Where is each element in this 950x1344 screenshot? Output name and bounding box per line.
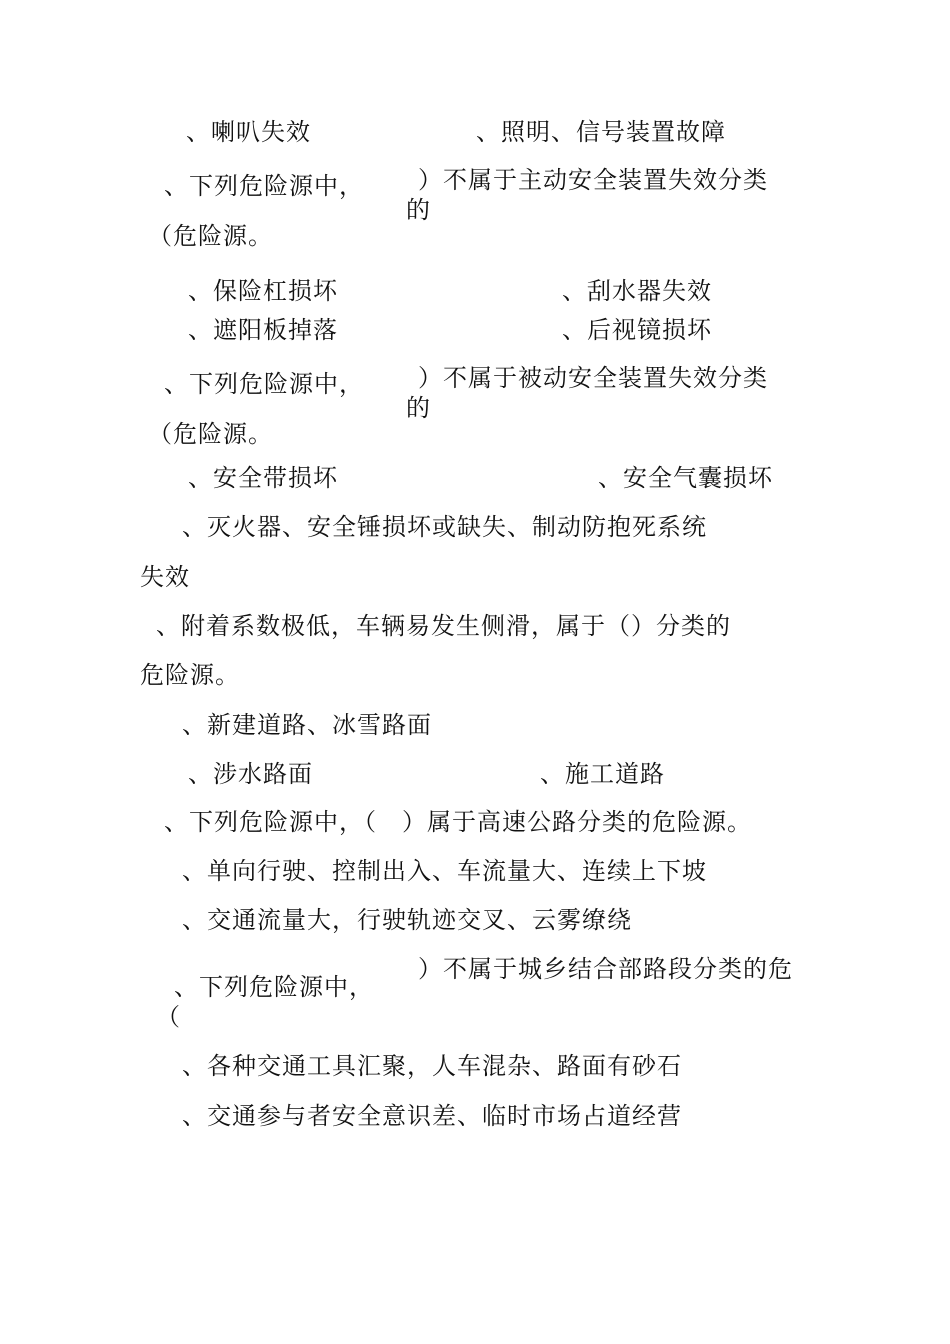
option-sun-visor: 、遮阳板掉落 xyxy=(188,316,338,344)
option-seatbelt-damage: 、安全带损坏 xyxy=(188,464,338,492)
option-new-road-ice: 、新建道路、冰雪路面 xyxy=(182,711,432,739)
question-passive-safety-de: 的 xyxy=(406,394,431,422)
option-mixed-traffic-gravel: 、各种交通工具汇聚，人车混杂、路面有砂石 xyxy=(182,1052,682,1080)
question-highway: 、下列危险源中，（ ）属于高速公路分类的危险源。 xyxy=(164,808,752,836)
question-passive-safety-start: 、下列危险源中， xyxy=(164,370,364,398)
option-one-way-controlled: 、单向行驶、控制出入、车流量大、连续上下坡 xyxy=(182,857,707,885)
option-bumper-damage: 、保险杠损坏 xyxy=(188,277,338,305)
option-heavy-traffic-fog: 、交通流量大，行驶轨迹交叉、云雾缭绕 xyxy=(182,906,632,934)
question-urban-rural-start: 、下列危险源中， xyxy=(174,973,374,1001)
question-passive-safety-end: （危险源。 xyxy=(148,420,273,448)
option-extinguisher-abs: 、灭火器、安全锤损坏或缺失、制动防抱死系统 xyxy=(182,513,707,541)
question-friction-end: 危险源。 xyxy=(140,661,240,689)
option-mirror-damage: 、后视镜损坏 xyxy=(562,316,712,344)
question-friction: 、附着系数极低，车辆易发生侧滑，属于（）分类的 xyxy=(156,612,731,640)
option-lighting-failure: 、照明、信号装置故障 xyxy=(476,118,726,146)
question-urban-rural-paren: （ xyxy=(156,1003,181,1031)
option-construction-road: 、施工道路 xyxy=(540,760,665,788)
option-wiper-failure: 、刮水器失效 xyxy=(562,277,712,305)
question-passive-safety-middle: ）不属于被动安全装置失效分类 xyxy=(418,364,768,392)
question-urban-rural-middle: ）不属于城乡结合部路段分类的危 xyxy=(418,955,793,983)
option-safety-awareness-market: 、交通参与者安全意识差、临时市场占道经营 xyxy=(182,1102,682,1130)
option-wading-road: 、涉水路面 xyxy=(188,760,313,788)
option-extinguisher-abs-cont: 失效 xyxy=(140,563,190,591)
question-active-safety-de: 的 xyxy=(406,196,431,224)
question-active-safety-start: 、下列危险源中， xyxy=(164,172,364,200)
option-airbag-damage: 、安全气囊损坏 xyxy=(598,464,773,492)
question-active-safety-middle: ）不属于主动安全装置失效分类 xyxy=(418,166,768,194)
option-horn-failure: 、喇叭失效 xyxy=(186,118,311,146)
question-active-safety-end: （危险源。 xyxy=(148,222,273,250)
